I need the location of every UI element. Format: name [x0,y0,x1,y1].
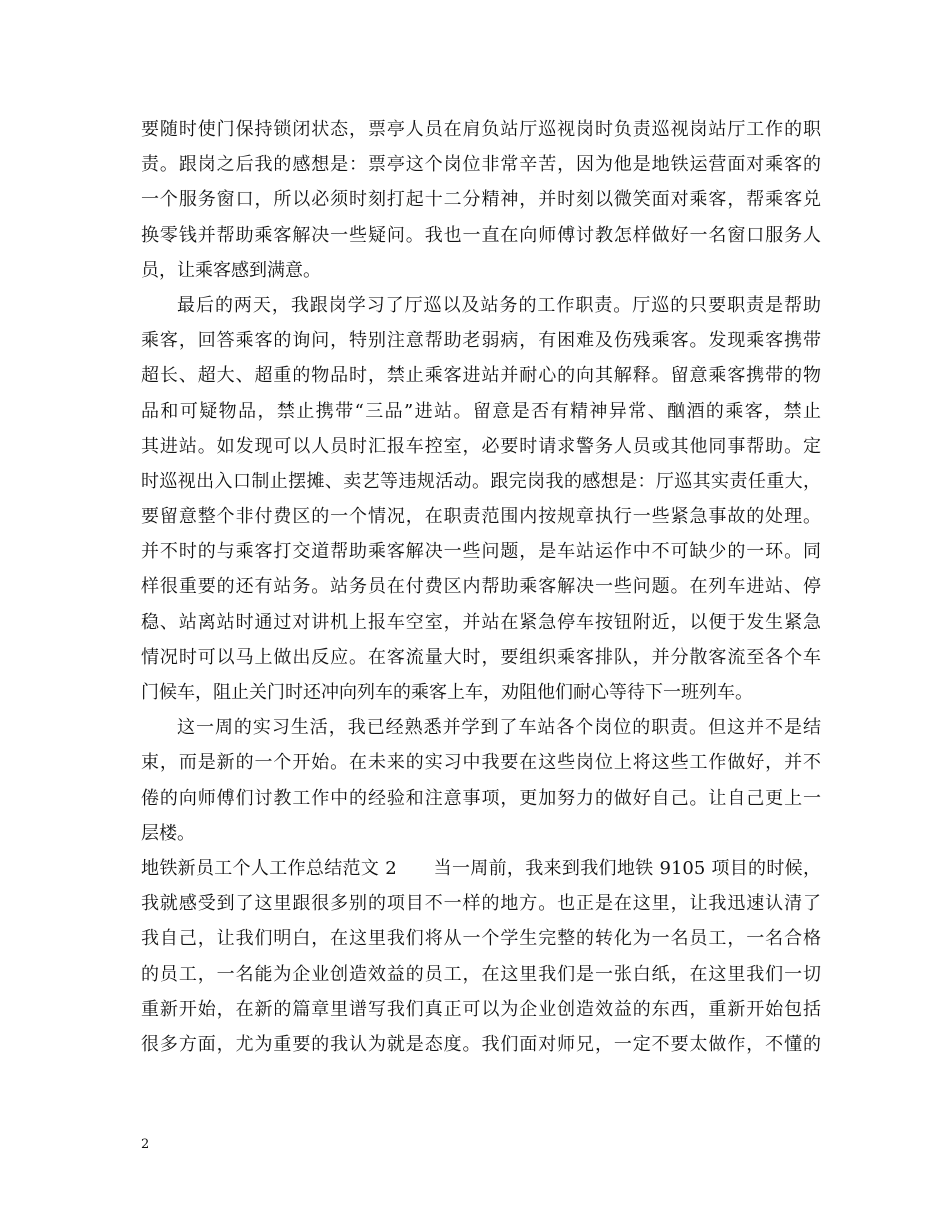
text-line: 这一周的实习生活，我已经熟悉并学到了车站各个岗位的职责。但这并不是结 [177,717,821,739]
text-line: 我自己，让我们明白，在这里我们将从一个学生完整的转化为一名员工，一名合格 [141,928,821,950]
text-line: 层楼。 [141,822,195,844]
text-line: 要留意整个非付费区的一个情况，在职责范围内按规章执行一些紧急事故的处理。 [141,506,821,528]
text-line: 情况时可以马上做出反应。在客流量大时，要组织乘客排队，并分散客流至各个车 [141,646,821,668]
text-line: 品和可疑物品，禁止携带“三品”进站。留意是否有精神异常、酗酒的乘客，禁止 [141,400,821,422]
text-line: 责。跟岗之后我的感想是：票亭这个岗位非常辛苦，因为他是地铁运营面对乘客的 [141,154,821,176]
text-line: 超长、超大、超重的物品时，禁止乘客进站并耐心的向其解释。留意乘客携带的物 [141,365,821,387]
section-heading-line: 地铁新员工个人工作总结范文 2 当一周前，我来到我们地铁 9105 项目的时候， [141,857,821,879]
text-line: 倦的向师傅们讨教工作中的经验和注意事项，更加努力的做好自己。让自己更上一 [141,787,821,809]
text-line: 换零钱并帮助乘客解决一些疑问。我也一直在向师傅讨教怎样做好一名窗口服务人 [141,224,821,246]
page-number: 2 [141,1137,150,1152]
text-line: 时巡视出入口制止摆摊、卖艺等违规活动。跟完岗我的感想是：厅巡其实责任重大， [141,470,821,492]
text-line: 稳、站离站时通过对讲机上报车空室，并站在紧急停车按钮附近，以便于发生紧急 [141,611,821,633]
text-line: 员，让乘客感到满意。 [141,259,321,281]
text-line: 样很重要的还有站务。站务员在付费区内帮助乘客解决一些问题。在列车进站、停 [141,576,821,598]
text-line: 乘客，回答乘客的询问，特别注意帮助老弱病，有困难及伤残乘客。发现乘客携带 [141,330,821,352]
text-line: 门候车，阻止关门时还冲向列车的乘客上车，劝阻他们耐心等待下一班列车。 [141,682,753,703]
text-line: 的员工，一名能为企业创造效益的员工，在这里我们是一张白纸，在这里我们一切 [141,963,821,985]
text-line: 我就感受到了这里跟很多别的项目不一样的地方。也正是在这里，让我迅速认清了 [141,893,821,915]
text-line: 其进站。如发现可以人员时汇报车控室，必要时请求警务人员或其他同事帮助。定 [141,435,821,457]
text-line: 束，而是新的一个开始。在未来的实习中我要在这些岗位上将这些工作做好，并不 [141,752,821,774]
text-line: 很多方面，尤为重要的我认为就是态度。我们面对师兄，一定不要太做作，不懂的 [141,1033,821,1055]
text-line: 要随时使门保持锁闭状态，票亭人员在肩负站厅巡视岗时负责巡视岗站厅工作的职 [141,119,821,140]
body-text [141,112,821,1062]
text-line: 重新开始，在新的篇章里谱写我们真正可以为企业创造效益的东西，重新开始包括 [141,998,821,1020]
text-line: 最后的两天，我跟岗学习了厅巡以及站务的工作职责。厅巡的只要职责是帮助 [177,294,821,316]
text-line: 一个服务窗口，所以必须时刻打起十二分精神，并时刻以微笑面对乘客，帮乘客兑 [141,189,821,211]
text-line: 并不时的与乘客打交道帮助乘客解决一些问题，是车站运作中不可缺少的一环。同 [141,541,821,563]
